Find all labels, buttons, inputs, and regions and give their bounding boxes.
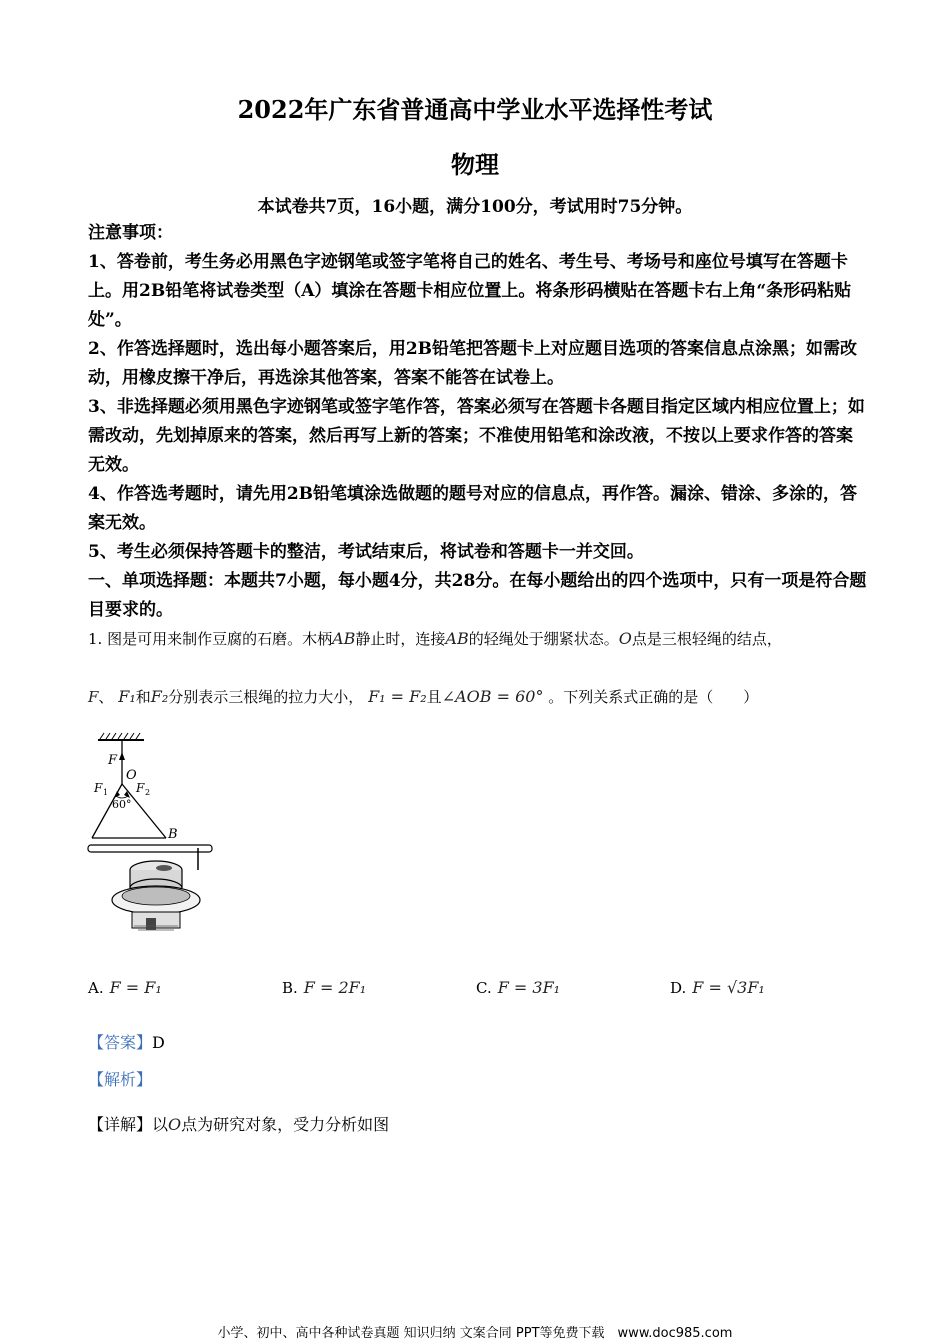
option-b: [282, 978, 366, 997]
note-item: 4、作答选考题时，请先用2B铅笔填涂选做题的题号对应的信息点，再作答。漏涂、错涂、多涂的，答案无效。: [88, 484, 858, 533]
q1-text: 点是三根轻绳的结点，: [631, 630, 782, 648]
stone-mill-figure: [86, 730, 216, 945]
question-1-line-1: [88, 628, 878, 650]
q1-math-eq: F₁ = F₂: [368, 687, 427, 706]
label-f1: F: [94, 781, 103, 795]
option-expr: F = 2F₁: [303, 978, 367, 997]
q1-text: 、: [98, 688, 114, 706]
force-f-arrow: [119, 752, 125, 760]
q1-math-ab: AB: [332, 629, 356, 648]
option-label: A.: [88, 979, 104, 997]
exam-title: 2022年广东省普通高中学业水平选择性考试: [237, 95, 713, 124]
answer-value: D: [152, 1033, 165, 1052]
option-label: D.: [670, 979, 687, 997]
option-expr: F = √3F₁: [692, 978, 765, 997]
exam-info: 本试卷共7页，16小题，满分100分，考试用时75分钟。: [257, 197, 693, 217]
wooden-handle: [88, 845, 212, 852]
answer-line: [88, 1030, 165, 1053]
label-angle: 60°: [112, 798, 132, 811]
note-item: 1、答卷前，考生务必用黑色字迹钢笔或签字笔将自己的姓名、考生号、考场号和座位号填写在答题卡上。用2B铅笔将试卷类型（A）填涂在答题卡相应位置上。将条形码横贴在答题卡右上角“条形码粘贴处”。: [88, 252, 852, 330]
label-f2-sub: 2: [145, 788, 151, 797]
section-heading: 一、单项选择题：本题共7小题，每小题4分，共28分。在每小题给出的四个选项中，只有一项是符合题目要求的。: [88, 571, 867, 620]
option-d: [670, 978, 765, 997]
analysis-tag: 【解析】: [88, 1070, 153, 1089]
label-f2: F: [136, 781, 145, 795]
option-label: B.: [282, 979, 298, 997]
analysis-line: [88, 1067, 152, 1090]
q1-text: 和: [135, 688, 151, 706]
ceiling-hatch: [100, 733, 140, 739]
q1-math-f1: F₁: [118, 687, 136, 706]
q1-math-angle: ∠AOB = 60°: [441, 687, 544, 706]
label-o: O: [126, 768, 137, 783]
detail-text: 以: [152, 1115, 169, 1134]
q1-text: 分别表示三根绳的拉力大小，: [168, 688, 364, 706]
notes-heading: 注意事项：: [88, 223, 173, 243]
question-1-line-2: [88, 686, 878, 708]
label-f1-sub: 1: [103, 788, 109, 797]
label-f: F: [108, 753, 118, 768]
option-c: [476, 978, 560, 997]
option-label: C.: [476, 979, 492, 997]
option-a: [88, 978, 162, 997]
q1-text: 1. 图是可用来制作豆腐的石磨。木柄: [88, 630, 333, 648]
q1-text: 的轻绳处于绷紧状态。: [468, 630, 619, 648]
q1-text: 且: [426, 688, 442, 706]
option-expr: F = 3F₁: [497, 978, 561, 997]
option-expr: F = F₁: [109, 978, 162, 997]
note-item: 2、作答选择题时，选出每小题答案后，用2B铅笔把答题卡上对应题目选项的答案信息点涂黑；如需改动，用橡皮擦干净后，再选涂其他答案，答案不能答在试卷上。: [88, 339, 858, 388]
q1-text: 静止时，连接: [355, 630, 446, 648]
q1-math-f2: F₂: [150, 687, 169, 706]
subject-title: 物理: [451, 150, 499, 179]
q1-math-o: O: [618, 629, 632, 648]
detail-line: [88, 1112, 389, 1135]
note-item: 3、非选择题必须用黑色字迹钢笔或签字笔作答，答案必须写在答题卡各题目指定区域内相应位置上；如需改动，先划掉原来的答案，然后再写上新的答案；不准使用铅笔和涂改液，不按以上要求作答的答案无效。: [88, 397, 865, 475]
note-item: 5、考生必须保持答题卡的整洁，考试结束后，将试卷和答题卡一并交回。: [88, 542, 644, 562]
detail-tag: 【详解】: [88, 1115, 153, 1134]
answer-tag: 【答案】: [88, 1033, 153, 1052]
spout: [146, 918, 156, 930]
q1-math-f: F: [88, 688, 99, 706]
q1-math-ab: AB: [445, 629, 469, 648]
detail-text: 点为研究对象，受力分析如图: [181, 1115, 390, 1134]
millstone-hole: [156, 865, 172, 871]
footer-ad[interactable]: 小学、初中、高中各种试卷真题 知识归纳 文案合同 PPT等免费下载 www.doc985.com: [217, 1326, 733, 1341]
label-b: B: [168, 827, 178, 842]
detail-math-o: O: [168, 1115, 182, 1134]
q1-text: 。下列关系式正确的是（ ）: [548, 688, 759, 706]
notes-section: [88, 219, 868, 625]
